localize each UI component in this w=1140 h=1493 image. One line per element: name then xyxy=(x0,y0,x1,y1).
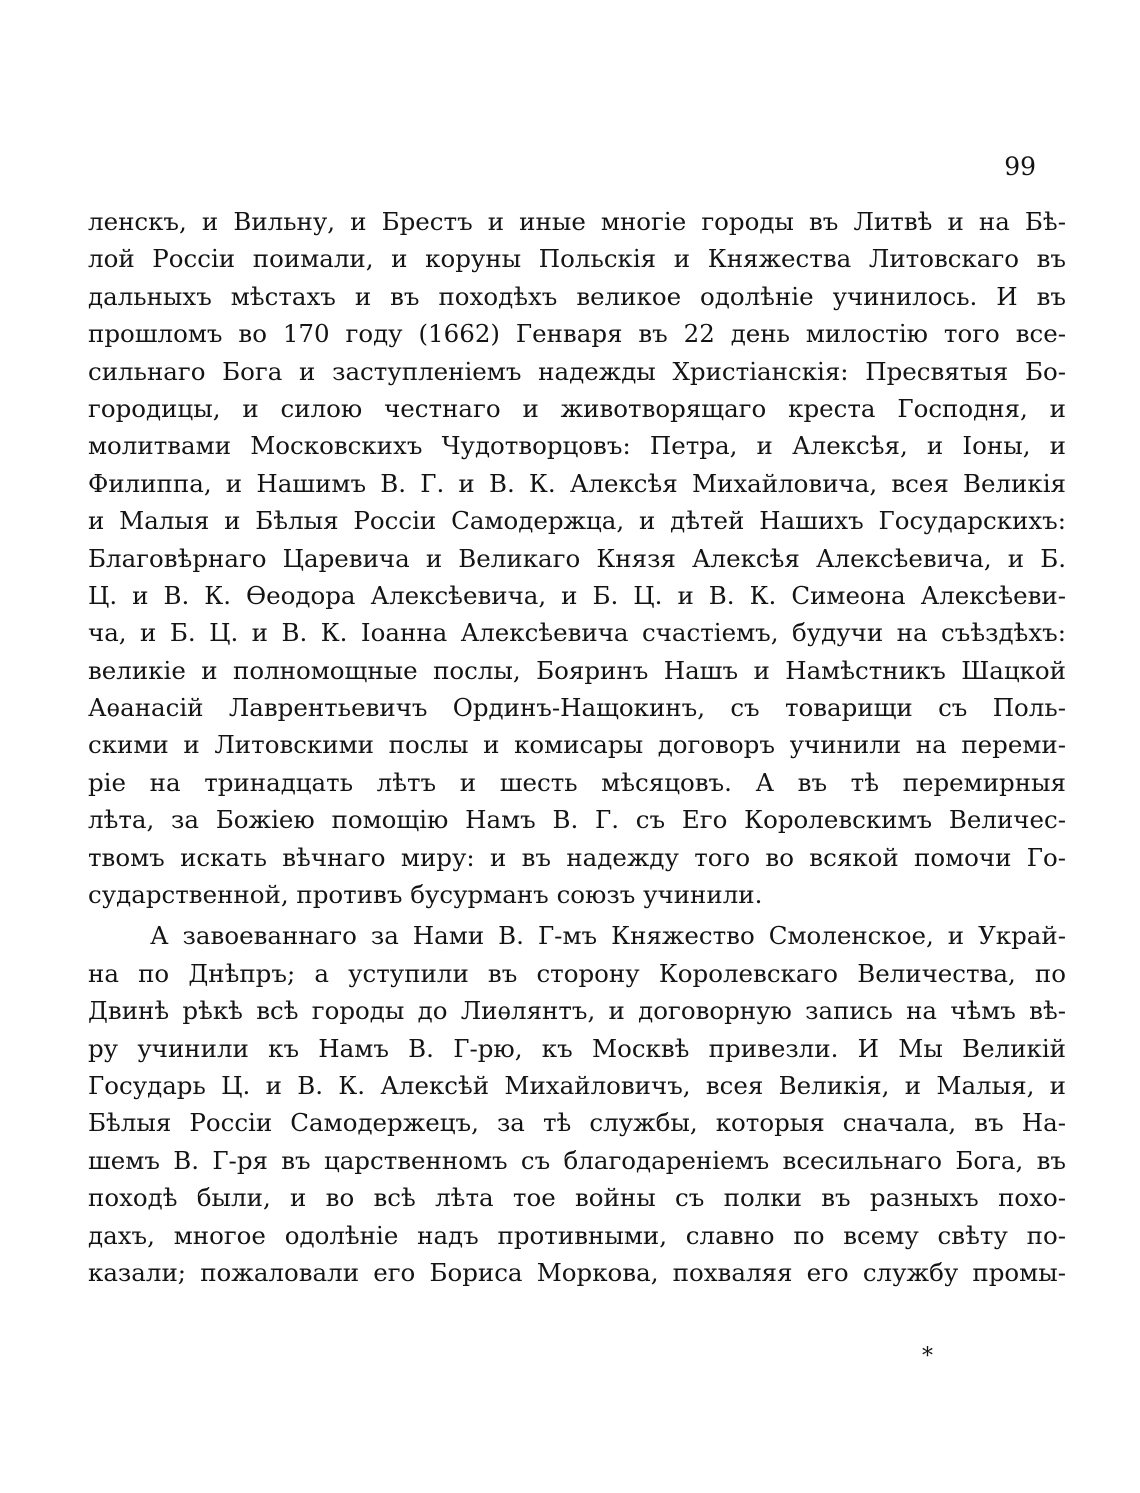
text-line: Аѳанасій Лаврентьевичъ Ординъ-Нащокинъ, съ товарищи съ Поль- xyxy=(88,693,1066,723)
text-line: Филиппа, и Нашимъ В. Г. и В. К. Алексѣя Михайловича, всея Великія xyxy=(88,468,1066,498)
text-line: на по Днѣпръ; а уступили въ сторону Королевскаго Величества, по xyxy=(88,958,1066,988)
text-line: великіе и полномощные послы, Бояринъ Нашъ и Намѣстникъ Шацкой xyxy=(88,655,1066,685)
text-line: твомъ искать вѣчнаго миру: и въ надежду того во всякой помочи Го- xyxy=(88,842,1066,872)
text-line: лой Россіи поимали, и коруны Польскія и Княжества Литовскаго въ xyxy=(88,244,1066,274)
paragraph-1 xyxy=(88,203,1066,913)
text-line: дахъ, многое одолѣніе надъ противными, славно по всему свѣту по- xyxy=(88,1220,1066,1250)
text-line: походѣ были, и во всѣ лѣта тое войны съ полки въ разныхъ похо- xyxy=(88,1183,1066,1213)
page-number: 99 xyxy=(1004,152,1036,181)
text-line: и Малыя и Бѣлыя Россіи Самодержца, и дѣтей Нашихъ Государскихъ: xyxy=(88,506,1066,536)
text-line: шемъ В. Г-ря въ царственномъ съ благодареніемъ всесильнаго Бога, въ xyxy=(88,1145,1066,1175)
text-line: Двинѣ рѣкѣ всѣ городы до Лиѳлянтъ, и договорную запись на чѣмъ вѣ- xyxy=(88,996,1066,1026)
signature-mark: * xyxy=(922,1344,933,1369)
text-line: ча, и Б. Ц. и В. К. Іоанна Алексѣевича счастіемъ, будучи на съѣздѣхъ: xyxy=(88,618,1066,648)
text-line: молитвами Московскихъ Чудотворцовъ: Петра, и Алексѣя, и Іоны, и xyxy=(88,431,1066,461)
text-line: ленскъ, и Вильну, и Брестъ и иные многіе городы въ Литвѣ и на Бѣ- xyxy=(88,207,1066,236)
text-line: А завоеваннаго за Нами В. Г-мъ Княжество Смоленское, и Украй- xyxy=(150,921,1066,951)
text-line: дальныхъ мѣстахъ и въ походѣхъ великое одолѣніе учинилось. И въ xyxy=(88,281,1066,311)
text-line: казали; пожаловали его Бориса Моркова, похваляя его службу промы- xyxy=(88,1257,1066,1287)
text-line: городицы, и силою честнаго и животворящаго креста Господня, и xyxy=(88,393,1066,423)
text-line: лѣта, за Божіею помощію Намъ В. Г. съ Его Королевскимъ Величес- xyxy=(88,805,1066,835)
text-line: скими и Литовскими послы и комисары договоръ учинили на переми- xyxy=(88,730,1066,760)
text-line: ріе на тринадцать лѣтъ и шесть мѣсяцовъ. А въ тѣ перемирныя xyxy=(88,767,1066,797)
text-line: ру учинили къ Намъ В. Г-рю, къ Москвѣ привезли. И Мы Великій xyxy=(88,1033,1066,1063)
text-line: сударственной, противъ бусурманъ союзъ учинили. xyxy=(88,880,763,910)
body-text xyxy=(88,203,1066,1291)
text-line: сильнаго Бога и заступленіемъ надежды Христіанскія: Пресвятыя Бо- xyxy=(88,356,1066,386)
text-line: прошломъ во 170 году (1662) Генваря въ 22 день милостію того все- xyxy=(88,319,1066,349)
text-line: Бѣлыя Россіи Самодержецъ, за тѣ службы, которыя сначала, въ На- xyxy=(88,1108,1066,1138)
text-line: Государь Ц. и В. К. Алексѣй Михайловичъ, всея Великія, и Малыя, и xyxy=(88,1070,1066,1100)
text-line: Ц. и В. К. Ѳеодора Алексѣевича, и Б. Ц. и В. К. Симеона Алексѣеви- xyxy=(88,580,1066,610)
paragraph-2 xyxy=(88,917,1066,1291)
text-line: Благовѣрнаго Царевича и Великаго Князя Алексѣя Алексѣевича, и Б. xyxy=(88,543,1066,573)
